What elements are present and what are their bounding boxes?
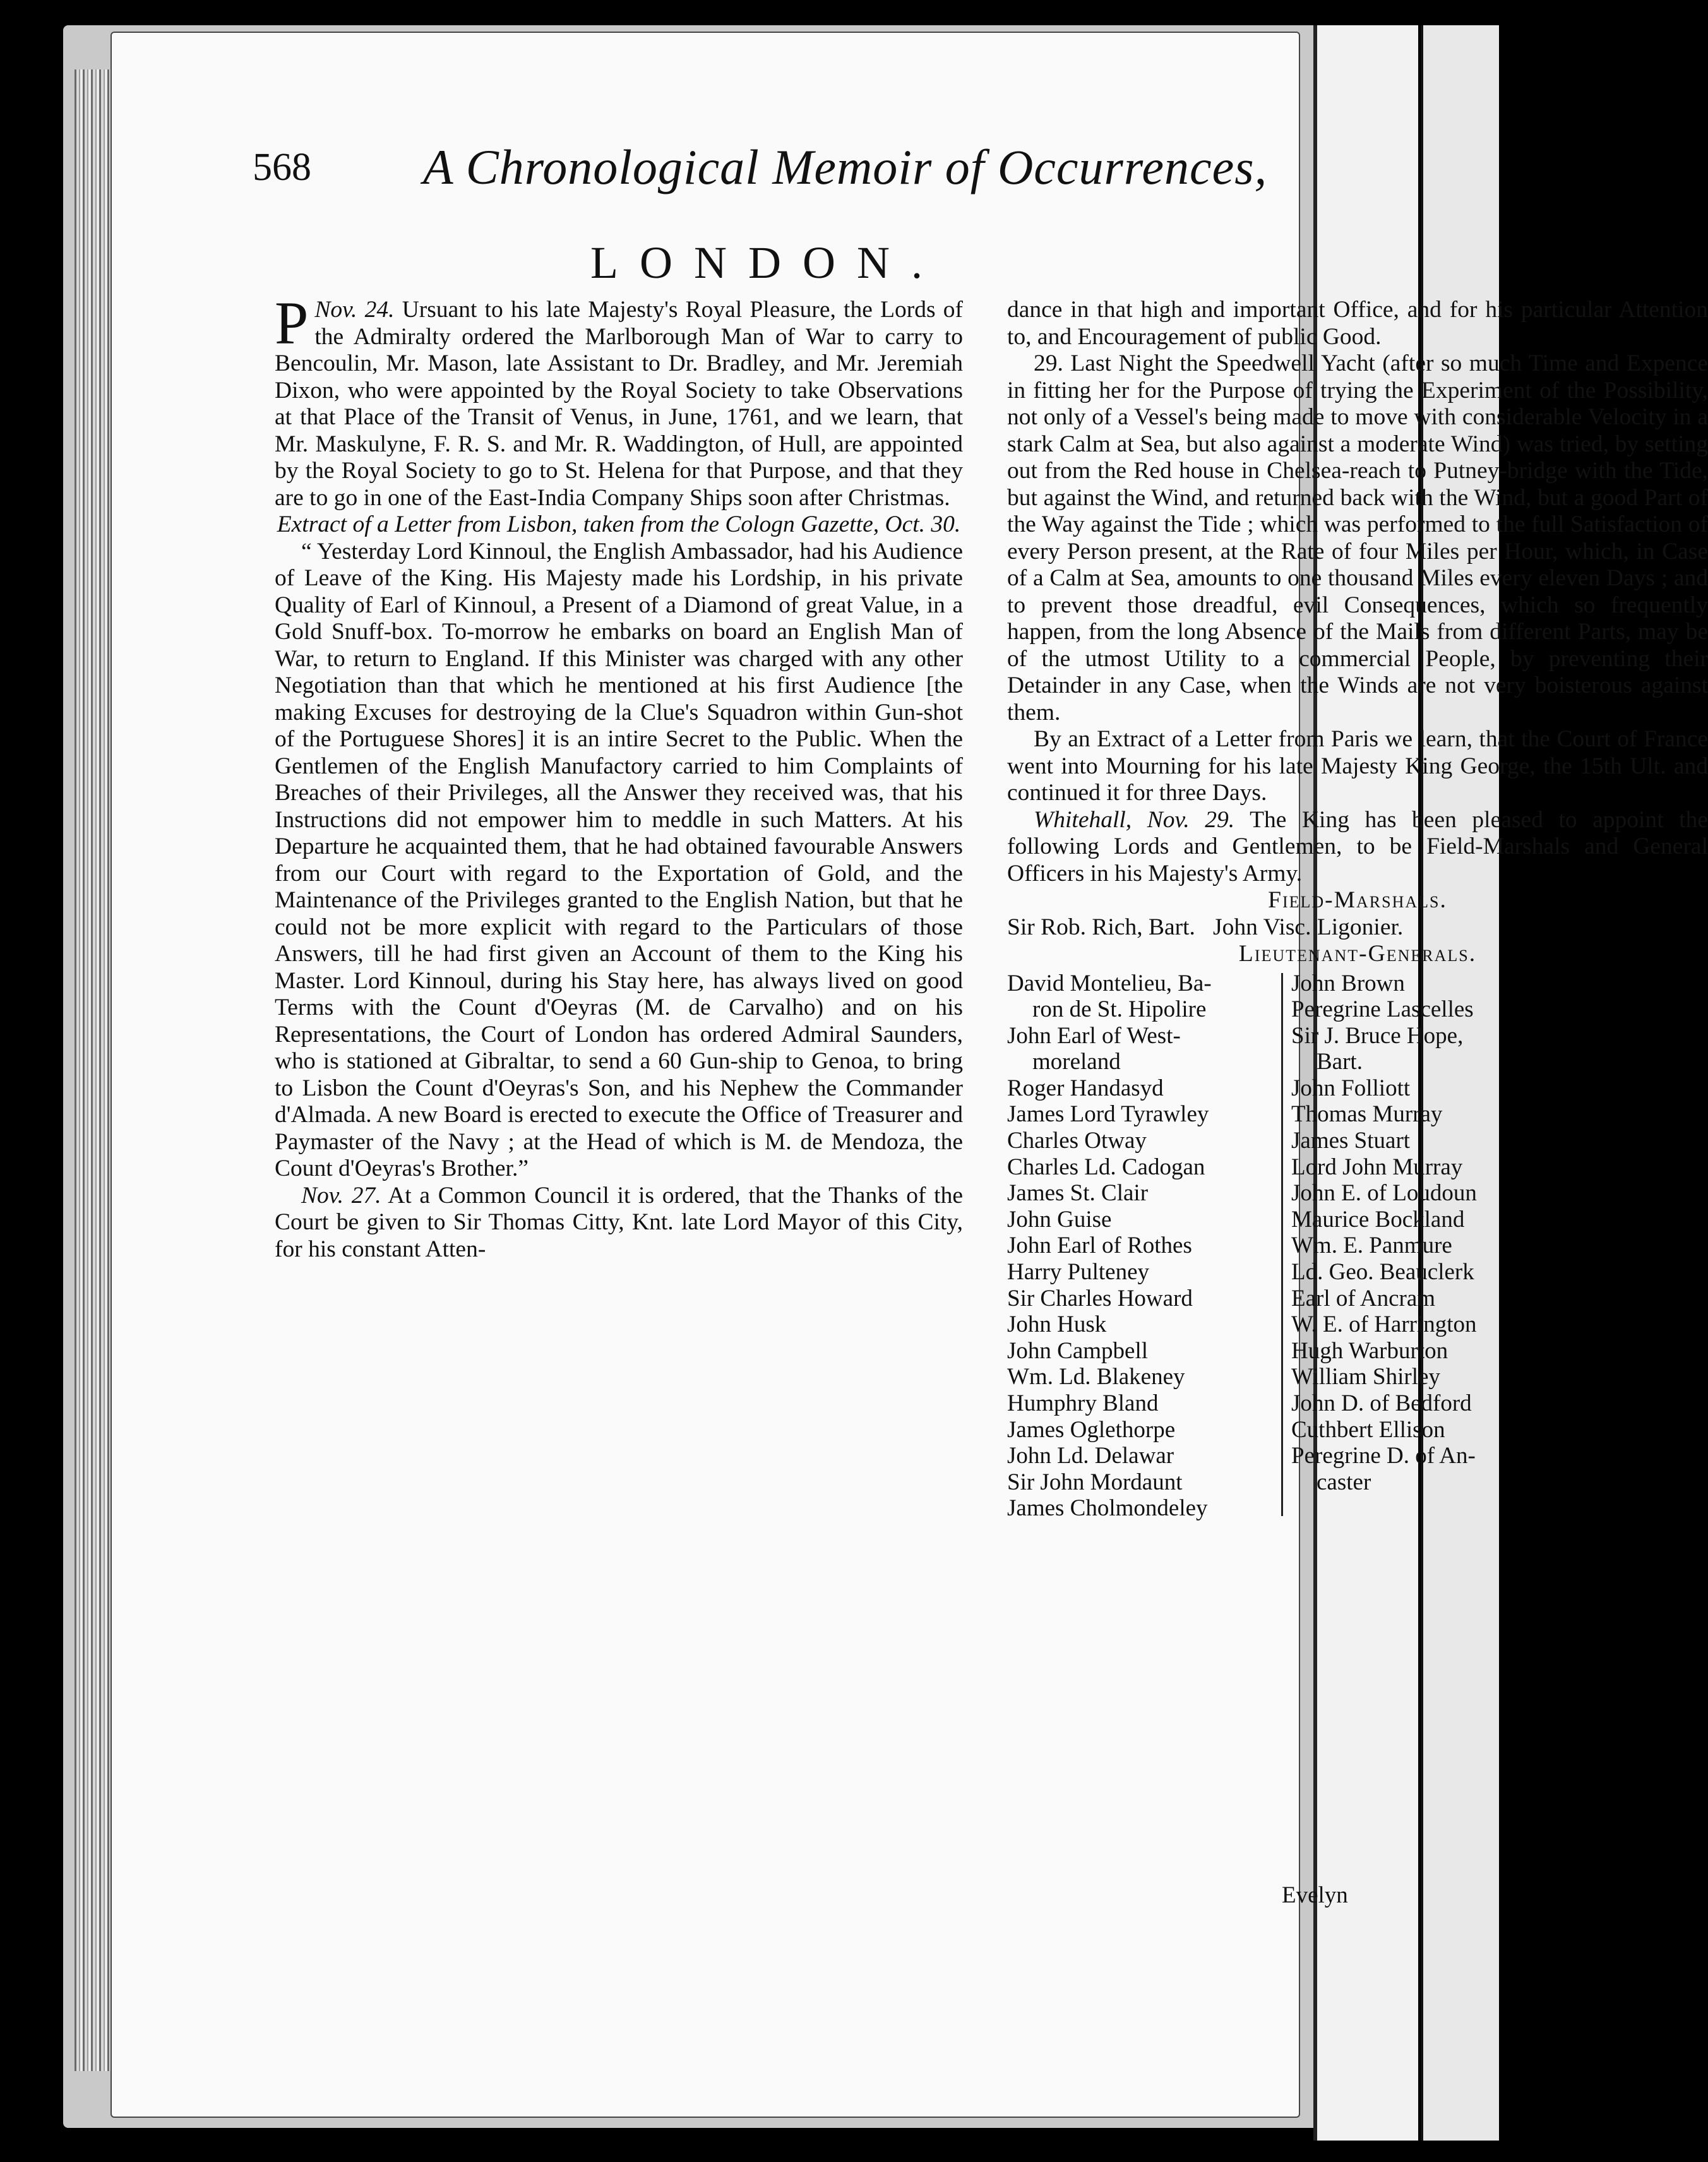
- general-name: Hugh Warburton: [1291, 1337, 1448, 1364]
- letter-text: “ Yesterday Lord Kinnoul, the English Ambassador, had his Audience of Leave of the King. His Majesty made his Lordship, in his private Quality of Earl of Kinnoul, a Present of a Diamond of great Value, in a Gold Snuff-box. To-morrow he embarks on board an English Man of War, to return to England. If this Minister was charged with any other Negotiation than that which he mentioned at his first Audience [the making Excuses for destroying de la Clue's Squadron within Gun-shot of the Portuguese Shores] it is an intire Secret to the Public. When the Gentlemen of the English Manufactory carried to him Complaints of Breaches of their Privileges, all the Answer they received was, that his Instructions did not empower him to meddle in such Matters. At his Departure he acquainted them, that he had obtained favourable Answers from our Court with regard to the Exportation of Gold, and the Maintenance of the Privileges granted to the English Nation, but that he could not be more explicit with regard to the Particulars of those Answers, till he had first given an Account of them to the King his Master. Lord Kinnoul, during his Stay here, has always lived on good Terms with the Count d'Oeyras (M. de Carvalho) and on his Representations, the Court of London has ordered Admiral Saunders, who is stationed at Gibraltar, to send a 60 Gun-ship to Genoa, to bring to Lisbon the Count d'Oeyras's Son, and his Nephew the Commander d'Almada. A new Board is erected to execute the Office of Treasurer and Paymaster of the Navy ; at the Head of which is M. de Mendoza, the Count d'Oeyras's Brother.”: [275, 538, 963, 1181]
- general-name: Roger Handasyd: [1007, 1075, 1164, 1101]
- general-name: James Cholmondeley: [1007, 1495, 1208, 1522]
- page-edges: [75, 69, 112, 2071]
- dateline: Nov. 24.: [314, 297, 395, 323]
- general-name: James Oglethorpe: [1007, 1416, 1176, 1443]
- general-name: Earl of Ancram: [1291, 1285, 1436, 1311]
- general-name: Ld. Geo. Beauclerk: [1291, 1259, 1474, 1286]
- general-name: Humphry Bland: [1007, 1390, 1159, 1416]
- general-name: W. E. of Harrington: [1291, 1311, 1477, 1338]
- general-name: John E. of Loudoun: [1291, 1180, 1477, 1207]
- general-name: caster: [1317, 1469, 1371, 1495]
- general-name: Sir J. Bruce Hope,: [1291, 1022, 1464, 1049]
- section-title: LONDON.: [590, 237, 944, 288]
- paragraph-common-council: [275, 1183, 963, 1263]
- paragraph-text: Ursuant to his late Majesty's Royal Pleasure, the Lords of the Admiralty ordered the Marlborough Man of War to carry to Bencoulin, Mr. Mason, late Assistant to Dr. Bradley, and Mr. Jeremiah Dixon, who were appointed by the Royal Society to take Observations at that Place of the Transit of Venus, in June, 1761, and we learn, that Mr. Maskulyne, F. R. S. and Mr. R. Waddington, of Hull, are appointed by the Royal Society to go to St. Helena for that Purpose, and that they are to go in one of the East-India Company Ships soon after Christmas.: [275, 297, 964, 511]
- general-name: Harry Pulteney: [1007, 1259, 1150, 1286]
- general-name: John Earl of Rothes: [1007, 1233, 1192, 1259]
- paragraph-paris-mourning: By an Extract of a Letter from Paris we learn, that the Court of France went into Mourning for his late Majesty King George, the 15th Ult. and continued it for three Days.: [1007, 726, 1708, 806]
- general-name: John Guise: [1007, 1206, 1112, 1233]
- general-name: Charles Otway: [1007, 1128, 1147, 1154]
- general-name: Charles Ld. Cadogan: [1007, 1154, 1205, 1180]
- general-name: Maurice Bockland: [1291, 1206, 1465, 1233]
- dateline: Nov. 27.: [301, 1182, 381, 1209]
- general-name: ron de St. Hipolire: [1032, 996, 1207, 1023]
- paragraph-speedwell-yacht: [1007, 350, 1708, 726]
- general-name: Peregrine D. of An-: [1291, 1443, 1476, 1469]
- catchword: Evelyn: [1282, 1882, 1348, 1908]
- dateline: Whitehall, Nov. 29.: [1034, 806, 1235, 833]
- general-name: James St. Clair: [1007, 1180, 1149, 1207]
- dateline: 29.: [1034, 350, 1063, 376]
- page-number: 568: [253, 146, 311, 189]
- general-name: John Earl of West-: [1007, 1022, 1181, 1049]
- paragraph-text: At a Common Council it is ordered, that the Thanks of the Court be given to Sir Thomas Citty, Knt. late Lord Mayor of this City, for his constant Atten-: [275, 1182, 963, 1262]
- general-name: Wm. E. Panmure: [1291, 1233, 1452, 1259]
- running-title: A Chronological Memoir of Occurrences,: [423, 140, 1268, 194]
- general-name: David Montelieu, Ba-: [1007, 970, 1212, 996]
- general-name: John D. of Bedford: [1291, 1390, 1472, 1416]
- column-divider: [1281, 973, 1283, 1516]
- paragraph-text: The King has been pleased to appoint the following Lords and Gentlemen, to be Field-Marshals and General Officers in his Majesty's Army.: [1007, 806, 1708, 887]
- paragraph-transit-of-venus: [275, 289, 964, 511]
- page-header: [164, 133, 1370, 202]
- right-column: [1007, 297, 1708, 1526]
- general-name: Wm. Ld. Blakeney: [1007, 1364, 1185, 1390]
- general-name: Peregrine Lascelles: [1291, 996, 1474, 1023]
- generals-list: [1007, 971, 1708, 1526]
- field-marshals-line: [1007, 914, 1708, 941]
- paragraph-continuation: dance in that high and important Office, and for his particular Attention to, and Encouragement of public Good.: [1007, 297, 1708, 350]
- general-name: James Lord Tyrawley: [1007, 1101, 1209, 1128]
- general-name: John Campbell: [1007, 1337, 1149, 1364]
- lieutenant-generals-heading: Lieutenant-Generals.: [1238, 941, 1477, 967]
- field-marshal-name: John Visc. Ligonier.: [1213, 914, 1404, 940]
- extract-heading: Extract of a Letter from Lisbon, taken from the Cologn Gazette, Oct. 30.: [277, 511, 961, 537]
- general-name: Sir John Mordaunt: [1007, 1469, 1183, 1495]
- general-name: John Husk: [1007, 1311, 1107, 1338]
- field-marshals-heading: Field-Marshals.: [1268, 887, 1447, 913]
- general-name: James Stuart: [1291, 1128, 1411, 1154]
- general-name: Cuthbert Ellison: [1291, 1416, 1445, 1443]
- general-name: John Folliott: [1291, 1075, 1411, 1101]
- general-name: John Brown: [1291, 970, 1405, 996]
- general-name: Lord John Murray: [1291, 1154, 1463, 1180]
- field-marshal-name: Sir Rob. Rich, Bart.: [1007, 914, 1195, 940]
- generals-column-2: [1291, 971, 1556, 1496]
- page-content: [164, 133, 1708, 2027]
- general-name: William Shirley: [1291, 1364, 1440, 1390]
- general-name: Sir Charles Howard: [1007, 1285, 1193, 1311]
- paragraph-whitehall: [1007, 807, 1708, 888]
- general-name: Bart.: [1317, 1049, 1363, 1075]
- paragraph-text: Last Night the Speedwell Yacht (after so much Time and Expence in fitting her for the Purpose of trying the Experiment of the Possibility, not only of a Vessel's being made to move with considerable Velocity in a stark Calm at Sea, but also against a moderate Wind) was tried, by setting out from the Red house in Chelsea-reach to Putney-bridge with the Tide, but against the Wind, and returned back with the Wind, but a good Part of the Way against the Tide ; which was performed to the full Satisfaction of every Person present, at the Rate of four Miles per Hour, which, in Case of a Calm at Sea, amounts to one thousand Miles every eleven Days ; and to prevent those dreadful, evil Consequences, which so frequently happen, from the long Absence of the Mails from different Parts, may be of the utmost Utility to a commercial People, by preventing their Detainder in any Case, when the Winds are not very boisterous against them.: [1007, 350, 1708, 726]
- generals-column-1: [1007, 971, 1279, 1522]
- general-name: moreland: [1032, 1049, 1121, 1075]
- drop-cap: P: [275, 289, 309, 357]
- general-name: John Ld. Delawar: [1007, 1443, 1174, 1469]
- general-name: Thomas Murray: [1291, 1101, 1443, 1128]
- left-column: [275, 289, 964, 1263]
